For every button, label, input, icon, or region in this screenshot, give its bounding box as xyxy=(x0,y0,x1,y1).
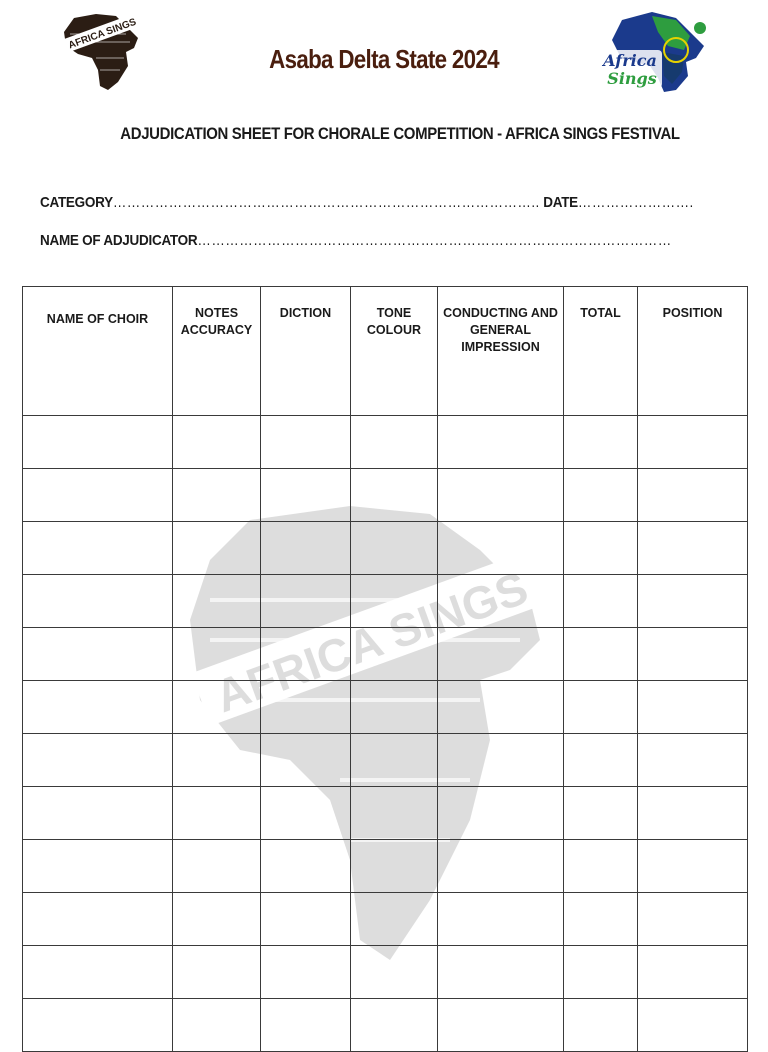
score-cell[interactable] xyxy=(173,734,261,787)
svg-text:Africa: Africa xyxy=(603,51,657,70)
score-cell[interactable] xyxy=(438,522,564,575)
score-cell[interactable] xyxy=(173,787,261,840)
score-cell[interactable] xyxy=(173,522,261,575)
score-cell[interactable] xyxy=(23,681,173,734)
adjudication-table xyxy=(22,286,748,1052)
score-cell[interactable] xyxy=(438,575,564,628)
score-cell[interactable] xyxy=(173,999,261,1052)
table-row xyxy=(23,999,748,1052)
score-cell[interactable] xyxy=(438,893,564,946)
table-row xyxy=(23,787,748,840)
score-cell[interactable] xyxy=(638,575,748,628)
table-row xyxy=(23,893,748,946)
score-cell[interactable] xyxy=(564,946,638,999)
score-cell[interactable] xyxy=(351,575,438,628)
score-cell[interactable] xyxy=(173,681,261,734)
score-cell[interactable] xyxy=(351,628,438,681)
category-label: CATEGORY xyxy=(40,194,113,211)
score-cell[interactable] xyxy=(23,469,173,522)
score-cell[interactable] xyxy=(351,787,438,840)
score-cell[interactable] xyxy=(564,999,638,1052)
score-cell[interactable] xyxy=(261,522,351,575)
score-cell[interactable] xyxy=(638,416,748,469)
score-cell[interactable] xyxy=(564,787,638,840)
score-cell[interactable] xyxy=(351,840,438,893)
table-header-row xyxy=(23,287,748,416)
adjudicator-input-line[interactable]: ………………………………………………………………………………………… xyxy=(197,232,672,249)
table-row xyxy=(23,469,748,522)
score-cell[interactable] xyxy=(351,522,438,575)
score-cell[interactable] xyxy=(638,469,748,522)
adjudicator-label: NAME OF ADJUDICATOR xyxy=(40,232,198,249)
score-cell[interactable] xyxy=(173,893,261,946)
column-header-notes-accuracy: NOTES ACCURACY xyxy=(173,287,261,416)
score-cell[interactable] xyxy=(261,734,351,787)
score-cell[interactable] xyxy=(23,522,173,575)
score-cell[interactable] xyxy=(438,999,564,1052)
score-cell[interactable] xyxy=(638,681,748,734)
table-body xyxy=(23,416,748,1052)
score-cell[interactable] xyxy=(438,840,564,893)
score-cell[interactable] xyxy=(351,946,438,999)
score-cell[interactable] xyxy=(23,946,173,999)
score-cell[interactable] xyxy=(23,787,173,840)
table-row xyxy=(23,840,748,893)
score-cell[interactable] xyxy=(564,522,638,575)
score-cell[interactable] xyxy=(261,416,351,469)
score-cell[interactable] xyxy=(261,787,351,840)
svg-text:AFRICA SINGS: AFRICA SINGS xyxy=(67,16,138,52)
score-cell[interactable] xyxy=(261,628,351,681)
score-cell[interactable] xyxy=(564,681,638,734)
score-cell[interactable] xyxy=(23,893,173,946)
score-cell[interactable] xyxy=(638,628,748,681)
category-input-line[interactable]: ……………………………………………………………………………….. xyxy=(112,194,540,211)
table-row xyxy=(23,681,748,734)
score-cell[interactable] xyxy=(438,946,564,999)
category-field-row xyxy=(40,194,694,211)
table-row xyxy=(23,628,748,681)
score-cell[interactable] xyxy=(261,681,351,734)
date-label: DATE xyxy=(543,194,578,211)
page-title: Asaba Delta State 2024 xyxy=(269,44,499,74)
sheet-subtitle: ADJUDICATION SHEET FOR CHORALE COMPETITION - AFRICA SINGS FESTIVAL xyxy=(120,124,680,143)
score-cell[interactable] xyxy=(261,469,351,522)
svg-text:Sings: Sings xyxy=(607,69,657,88)
score-cell[interactable] xyxy=(438,416,564,469)
score-cell[interactable] xyxy=(351,999,438,1052)
score-cell[interactable] xyxy=(351,734,438,787)
table-row xyxy=(23,946,748,999)
table-row xyxy=(23,416,748,469)
score-cell[interactable] xyxy=(261,893,351,946)
score-cell[interactable] xyxy=(23,734,173,787)
date-input-line[interactable]: ……………………. xyxy=(577,194,694,211)
score-cell[interactable] xyxy=(638,522,748,575)
table-row xyxy=(23,575,748,628)
score-cell[interactable] xyxy=(438,734,564,787)
column-header-conducting: CONDUCTING AND GENERAL IMPRESSION xyxy=(438,287,564,416)
score-cell[interactable] xyxy=(23,840,173,893)
score-cell[interactable] xyxy=(638,734,748,787)
watermark-text: AFRICA SINGS xyxy=(208,561,535,723)
score-cell[interactable] xyxy=(23,416,173,469)
score-cell[interactable] xyxy=(173,575,261,628)
score-cell[interactable] xyxy=(564,628,638,681)
score-cell[interactable] xyxy=(351,893,438,946)
score-cell[interactable] xyxy=(173,840,261,893)
score-cell[interactable] xyxy=(23,575,173,628)
score-cell[interactable] xyxy=(564,416,638,469)
table-row xyxy=(23,734,748,787)
score-cell[interactable] xyxy=(638,840,748,893)
score-cell[interactable] xyxy=(23,628,173,681)
score-cell[interactable] xyxy=(564,734,638,787)
score-cell[interactable] xyxy=(438,469,564,522)
score-cell[interactable] xyxy=(173,469,261,522)
score-cell[interactable] xyxy=(564,840,638,893)
column-header-name-of-choir: NAME OF CHOIR xyxy=(23,287,173,416)
table-row xyxy=(23,522,748,575)
score-cell[interactable] xyxy=(173,628,261,681)
adjudicator-field-row xyxy=(40,232,672,249)
score-cell[interactable] xyxy=(638,893,748,946)
column-header-position: POSITION xyxy=(638,287,748,416)
score-cell[interactable] xyxy=(564,469,638,522)
score-cell[interactable] xyxy=(23,999,173,1052)
score-cell[interactable] xyxy=(173,946,261,999)
score-cell[interactable] xyxy=(564,575,638,628)
score-cell[interactable] xyxy=(638,946,748,999)
score-cell[interactable] xyxy=(351,416,438,469)
score-cell[interactable] xyxy=(173,416,261,469)
score-cell[interactable] xyxy=(351,681,438,734)
score-cell[interactable] xyxy=(261,575,351,628)
score-cell[interactable] xyxy=(638,999,748,1052)
column-header-diction: DICTION xyxy=(261,287,351,416)
score-cell[interactable] xyxy=(438,681,564,734)
column-header-tone-colour: TONE COLOUR xyxy=(351,287,438,416)
column-header-total: TOTAL xyxy=(564,287,638,416)
score-cell[interactable] xyxy=(351,469,438,522)
score-cell[interactable] xyxy=(261,946,351,999)
score-cell[interactable] xyxy=(638,787,748,840)
score-cell[interactable] xyxy=(564,893,638,946)
score-cell[interactable] xyxy=(438,787,564,840)
score-cell[interactable] xyxy=(261,999,351,1052)
score-cell[interactable] xyxy=(438,628,564,681)
score-cell[interactable] xyxy=(261,840,351,893)
